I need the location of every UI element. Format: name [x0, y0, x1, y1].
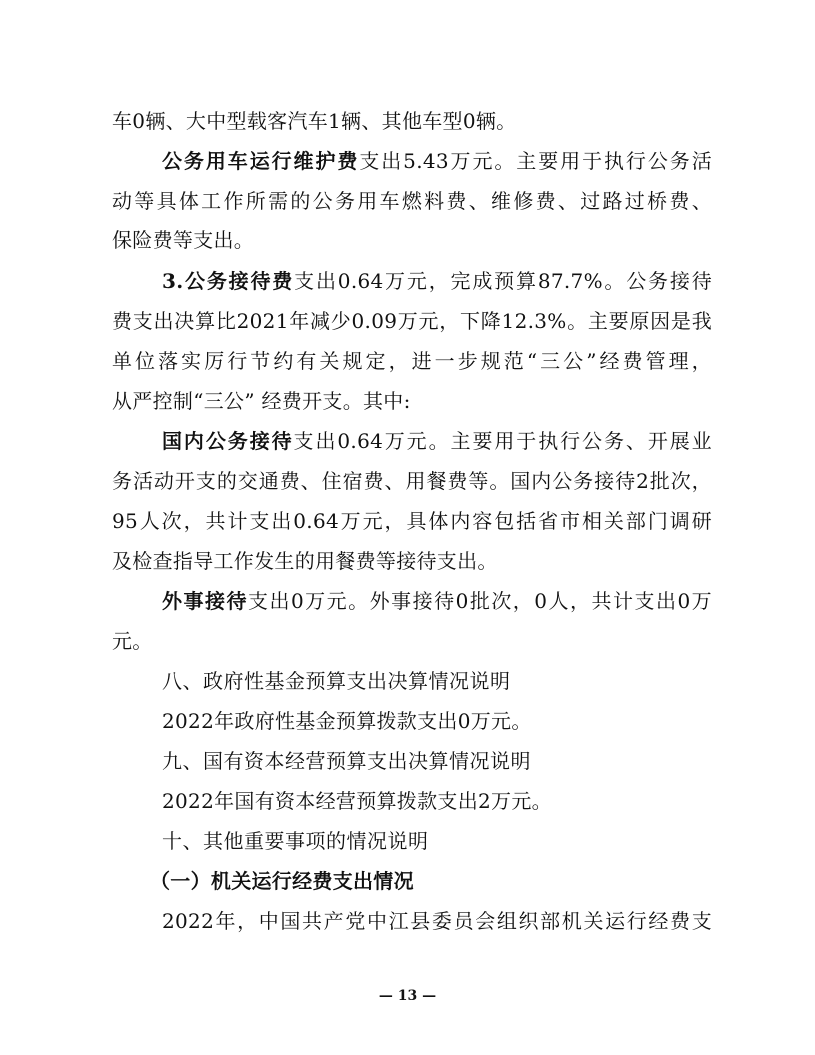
heading-text: 十、其他重要事项的情况说明	[162, 829, 429, 853]
line-text: 保险费等支出。	[112, 228, 255, 252]
line-text: 95人次，共计支出0.64万元，具体内容包括省市相关部门调研	[112, 509, 712, 533]
subsection-heading-1	[150, 864, 750, 898]
line-text: 2022年国有资本经营预算拨款支出2万元。	[162, 789, 552, 813]
bold-term: 3.公务接待费	[162, 269, 295, 293]
bold-heading: （一）机关运行经费支出情况	[150, 869, 414, 893]
line-text: 动等具体工作所需的公务用车燃料费、维修费、过路过桥费、	[112, 189, 712, 213]
text-line	[112, 464, 712, 498]
text-line	[162, 904, 712, 938]
bold-term: 国内公务接待	[162, 429, 294, 453]
line-text: 元。	[112, 629, 153, 653]
line-text: 支出0.64万元，完成预算87.7%。公务接待	[294, 269, 712, 293]
page-number: — 13 —	[378, 988, 437, 1004]
paragraph-reception-fee	[162, 264, 712, 298]
text-line	[112, 304, 712, 338]
section-heading-9	[162, 744, 712, 778]
text-line	[112, 544, 712, 578]
text-line	[112, 223, 712, 257]
text-line	[112, 104, 712, 138]
paragraph-foreign-reception	[162, 584, 712, 618]
bold-term: 外事接待	[162, 589, 248, 613]
line-text: 支出0.64万元。主要用于执行公务、开展业	[293, 429, 712, 453]
line-text: 费支出决算比2021年减少0.09万元，下降12.3%。主要原因是我	[112, 309, 712, 333]
text-line	[162, 704, 712, 738]
line-text: 及检查指导工作发生的用餐费等接待支出。	[112, 549, 498, 573]
line-text: 从严控制“三公” 经费开支。其中:	[112, 389, 411, 413]
heading-text: 八、政府性基金预算支出决算情况说明	[162, 669, 511, 693]
line-text: 单位落实厉行节约有关规定，进一步规范“三公”经费管理，	[112, 349, 712, 373]
text-line	[112, 384, 712, 418]
paragraph-domestic-reception	[162, 424, 712, 458]
line-text: 支出0万元。外事接待0批次，0人，共计支出0万	[247, 589, 712, 613]
line-text: 支出5.43万元。主要用于执行公务活	[359, 149, 712, 173]
text-line	[112, 184, 712, 218]
text-line	[112, 504, 712, 538]
paragraph-vehicle-maintenance	[162, 144, 712, 178]
line-text: 车0辆、大中型载客汽车1辆、其他车型0辆。	[112, 109, 517, 133]
text-line	[112, 344, 712, 378]
heading-text: 九、国有资本经营预算支出决算情况说明	[162, 749, 531, 773]
section-heading-10	[162, 824, 712, 858]
section-heading-8	[162, 664, 712, 698]
line-text: 2022年，中国共产党中江县委员会组织部机关运行经费支	[162, 909, 712, 933]
line-text: 务活动开支的交通费、住宿费、用餐费等。国内公务接待2批次，	[112, 469, 712, 493]
text-line	[112, 624, 712, 658]
text-line	[162, 784, 712, 818]
line-text: 2022年政府性基金预算拨款支出0万元。	[162, 709, 532, 733]
bold-term: 公务用车运行维护费	[162, 149, 360, 173]
